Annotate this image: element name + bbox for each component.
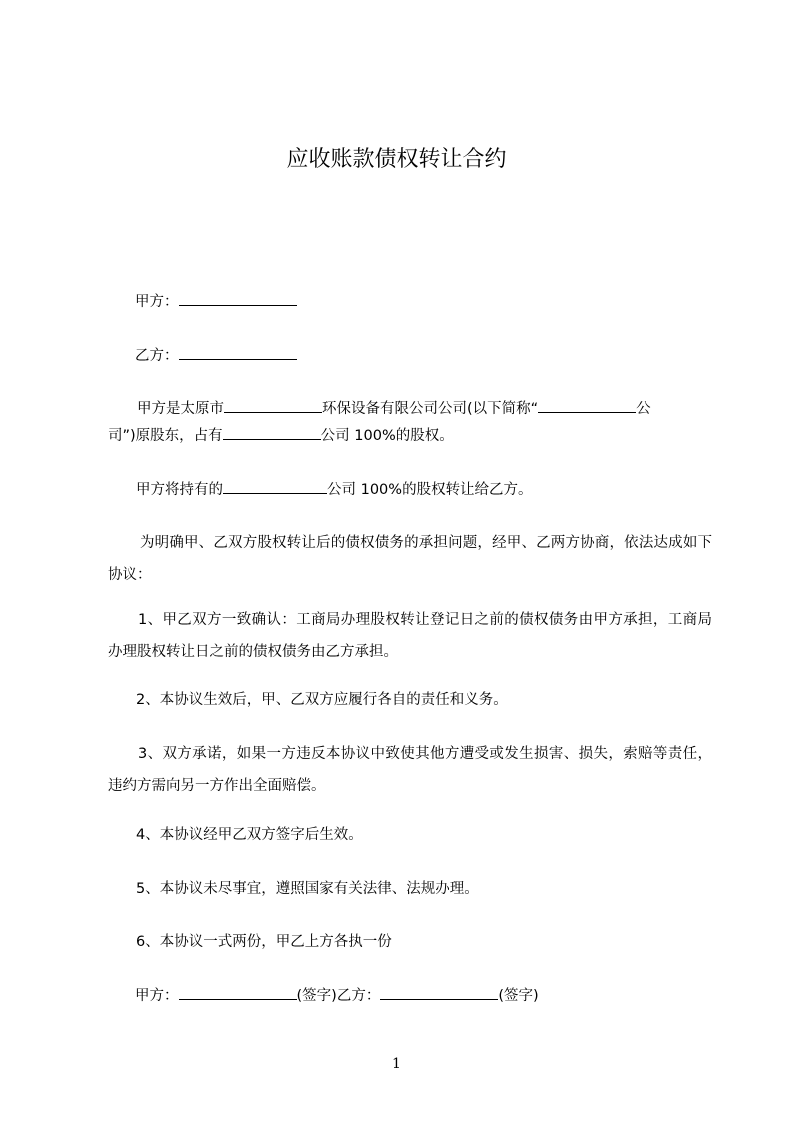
document-title: 应收账款债权转让合约 (286, 147, 507, 172)
sign-a-label: 甲方： (135, 988, 179, 1004)
para2-blank-company (223, 479, 327, 494)
clause-3: 3、双方承诺，如果一方违反本协议中致使其他方遭受或发生损害、损失，索赔等责任，违约方需向另一方作出全面赔偿。 (108, 746, 712, 794)
party-a-line (135, 291, 739, 312)
para1-line1 (137, 398, 713, 419)
clause-2: 2、本协议生效后，甲、乙双方应履行各自的责任和义务。 (136, 692, 508, 708)
para3: 为明确甲、乙双方股权转让后的债权债务的承担问题，经甲、乙两方协商，依法达成如下协议： (108, 535, 712, 583)
clause-5: 5、本协议未尽事宜，遵照国家有关法律、法规办理。 (136, 881, 479, 897)
para2-text-a: 甲方将持有的 (136, 482, 223, 498)
party-b-label: 乙方： (135, 348, 179, 364)
page-number: 1 (392, 1056, 401, 1072)
clause-4: 4、本协议经甲乙双方签字后生效。 (136, 827, 363, 843)
sign-b-label: 乙方： (336, 988, 381, 1004)
party-b-blank (179, 345, 297, 360)
para1-text-d: 司”)原股东，占有 (108, 428, 223, 444)
signature-line (135, 985, 739, 1006)
sign-b-suffix: (签字) (498, 988, 539, 1004)
party-b-line (135, 345, 739, 366)
sign-b-blank (380, 985, 498, 1000)
para1-text-e: 公司 100%的股权。 (320, 428, 454, 444)
sign-a-blank (179, 985, 297, 1000)
para2-line (136, 479, 740, 500)
para2-text-b: 公司 100%的股权转让给乙方。 (327, 482, 533, 498)
para1-text-a: 甲方是太原市 (137, 401, 224, 417)
para1-text-c: 公 (636, 401, 651, 417)
clause-1: 1、甲乙双方一致确认：工商局办理股权转让登记日之前的债权债务由甲方承担，工商局办理股权转让日之前的债权债务由乙方承担。 (108, 612, 712, 660)
para1-line2 (108, 425, 712, 446)
party-a-blank (179, 291, 297, 306)
para1-blank-city (224, 398, 322, 413)
party-a-label: 甲方： (135, 294, 179, 310)
para1-text-b: 环保设备有限公司公司(以下简称“ (322, 401, 539, 417)
sign-a-suffix: (签字) (296, 988, 337, 1004)
clause-6: 6、本协议一式两份，甲乙上方各执一份 (136, 934, 392, 950)
para1-blank-company (223, 425, 321, 440)
para1-blank-abbr (538, 398, 636, 413)
